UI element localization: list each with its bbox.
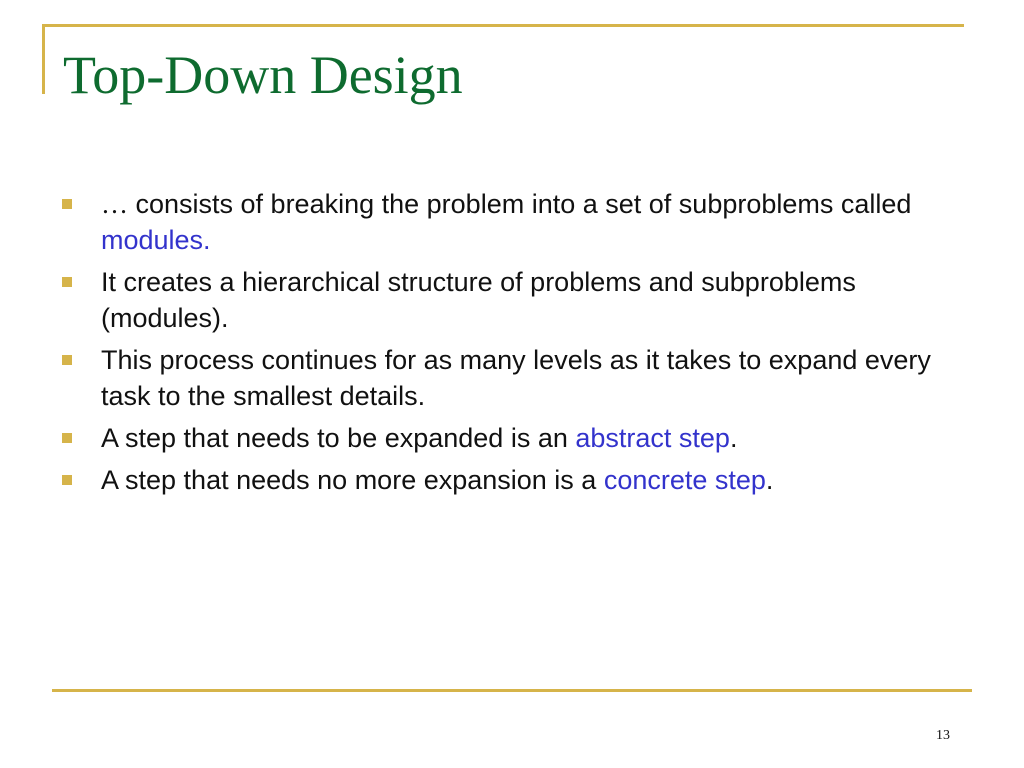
bullet-text-after: .	[729, 423, 738, 453]
bullet-item	[62, 264, 962, 336]
bullet-highlight: modules.	[101, 225, 211, 255]
bullet-item	[62, 342, 962, 414]
bullet-highlight: abstract step	[575, 423, 730, 453]
bullet-text: A step that needs no more expansion is a	[101, 465, 604, 495]
frame-left-rule	[42, 24, 45, 94]
square-bullet-icon	[62, 355, 72, 365]
bullet-highlight: concrete step	[603, 465, 766, 495]
page-number: 13	[936, 728, 950, 743]
square-bullet-icon	[62, 433, 72, 443]
bullet-item	[62, 420, 962, 456]
bullet-list	[62, 186, 962, 504]
frame-bottom-rule	[52, 689, 972, 692]
bullet-text: consists of breaking the problem into a set of subproblems called	[128, 189, 912, 219]
bullet-item	[62, 462, 962, 498]
bullet-text: A step that needs to be expanded is an	[101, 423, 576, 453]
slide-title: Top-Down Design	[63, 45, 463, 105]
bullet-item	[62, 186, 962, 258]
square-bullet-icon	[62, 475, 72, 485]
square-bullet-icon	[62, 199, 72, 209]
bullet-lead: …	[101, 189, 128, 219]
bullet-text-after: .	[765, 465, 774, 495]
square-bullet-icon	[62, 277, 72, 287]
bullet-text: This process continues for as many levels as it takes to expand every task to the smallest details.	[101, 345, 931, 411]
bullet-text: It creates a hierarchical structure of problems and subproblems (modules).	[101, 267, 856, 333]
frame-top-rule	[42, 24, 964, 27]
